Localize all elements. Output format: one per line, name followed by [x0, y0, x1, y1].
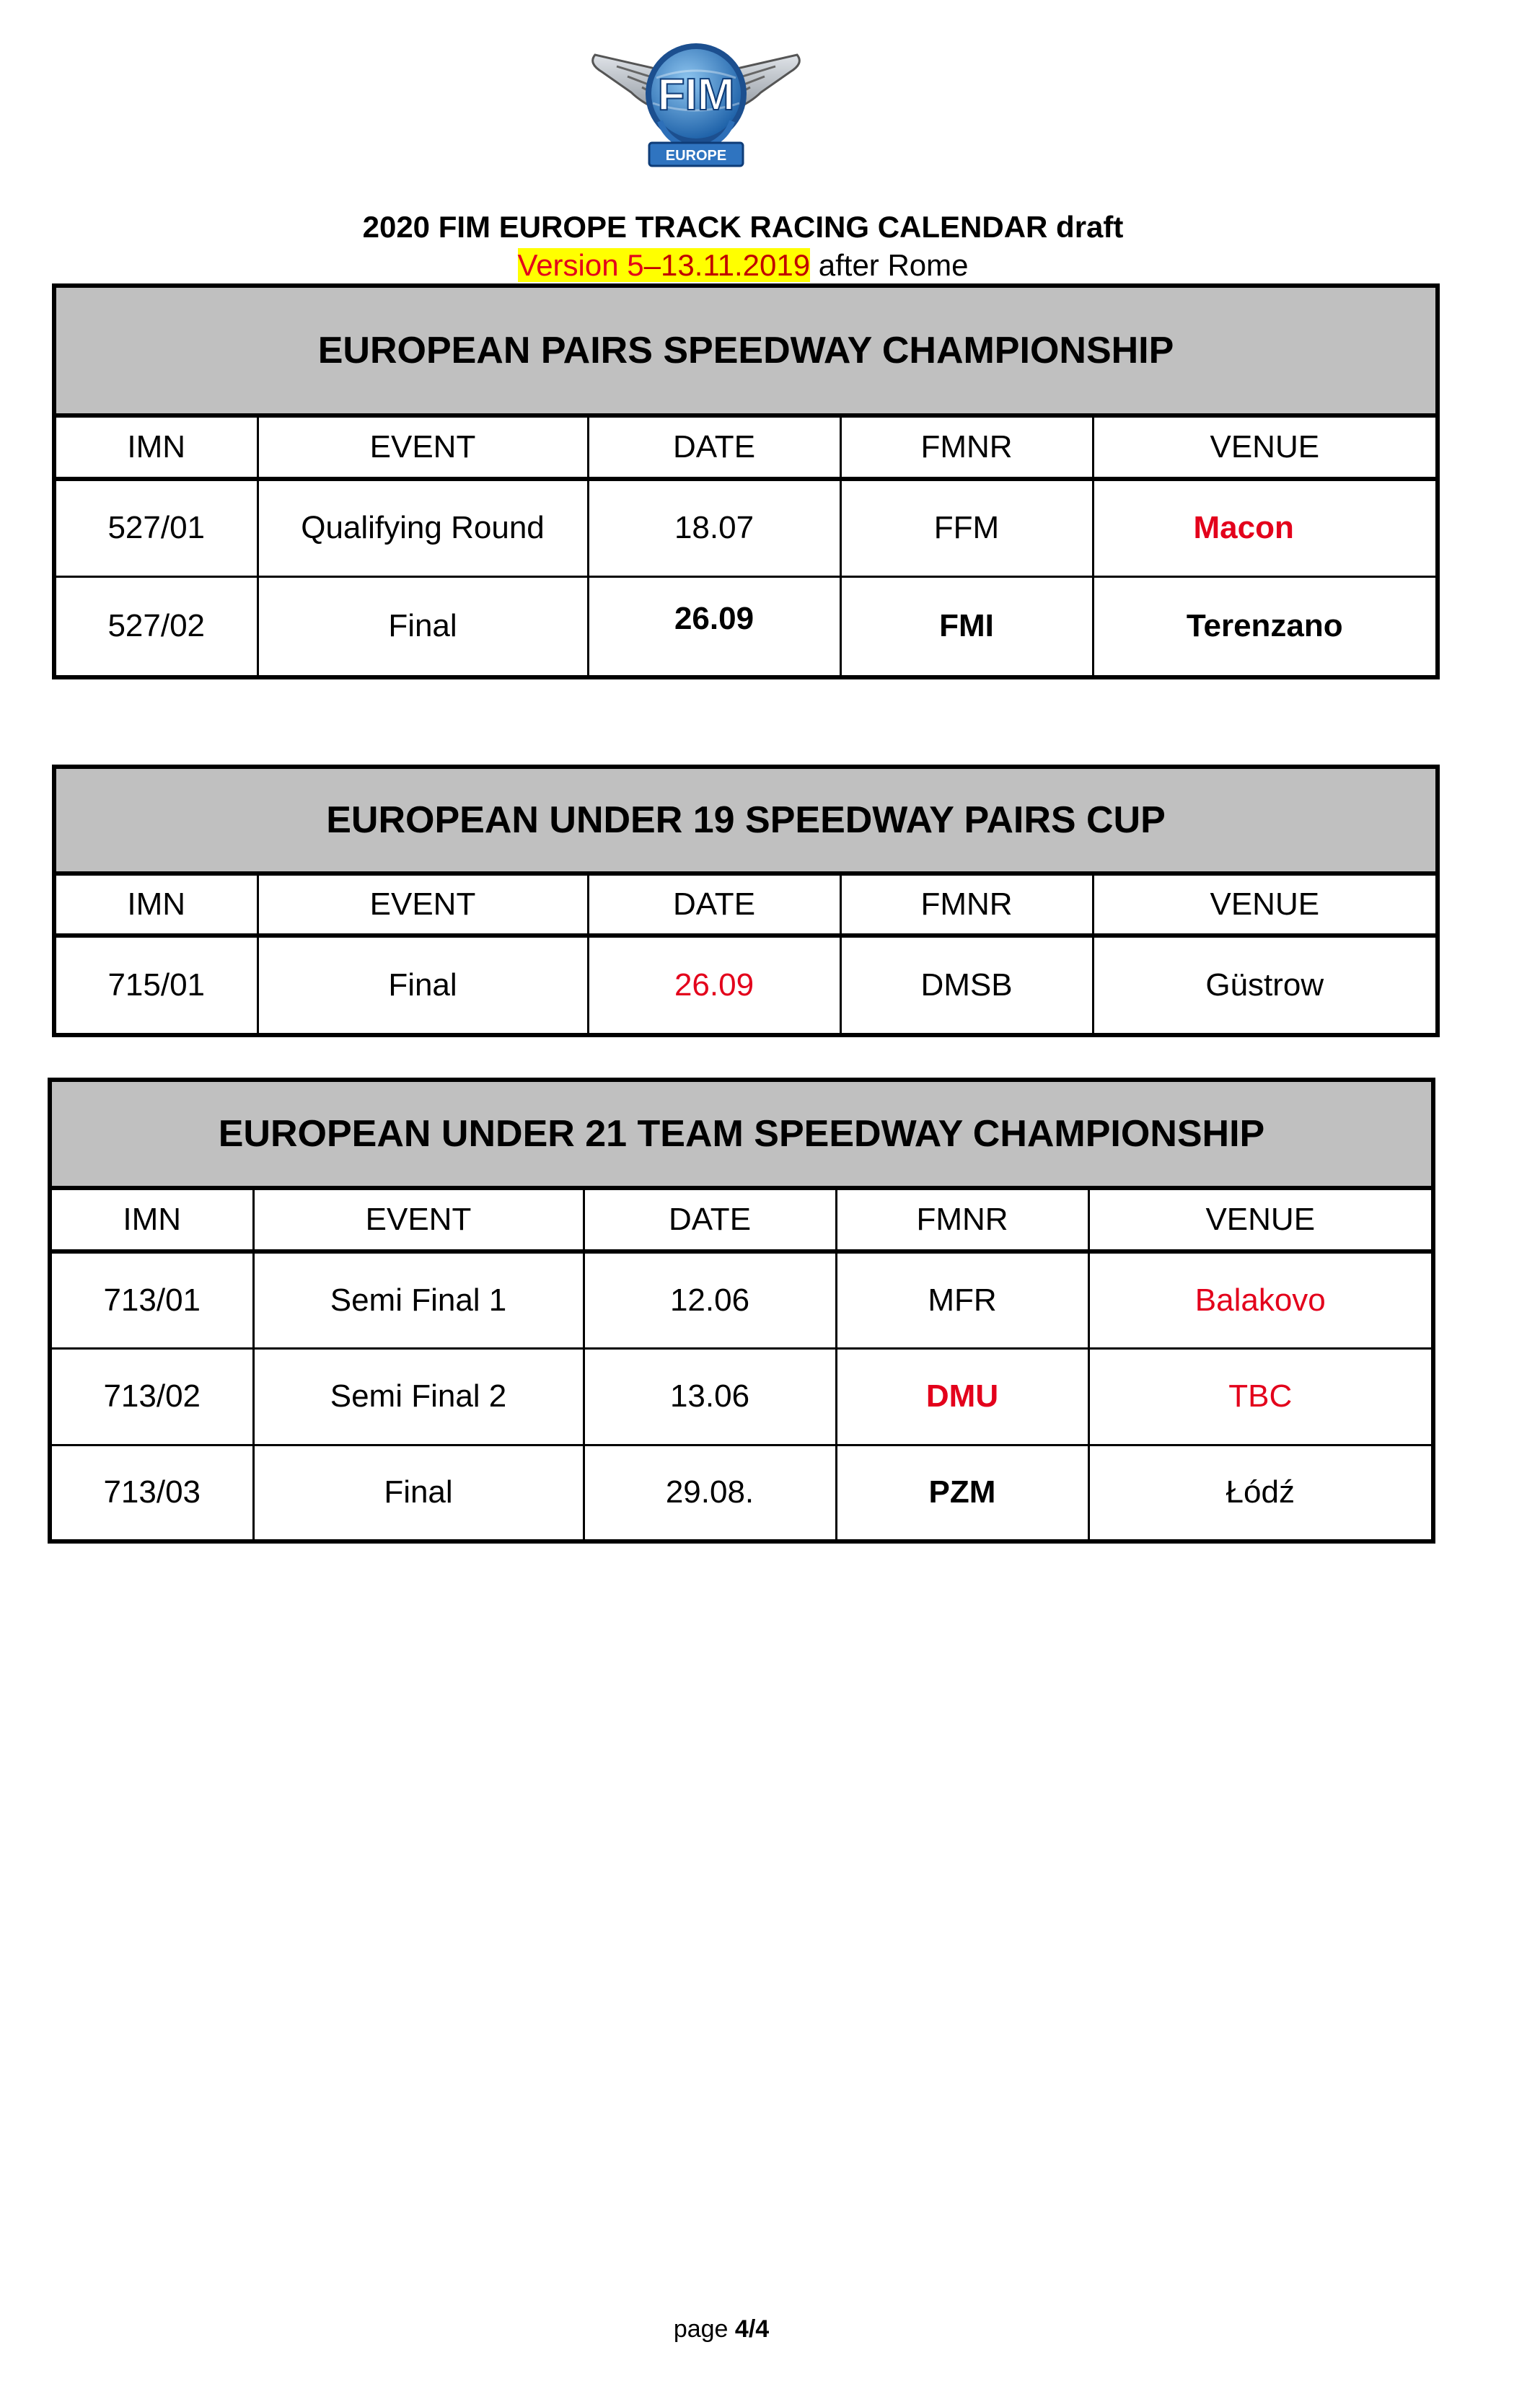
- col-event: EVENT: [258, 415, 588, 479]
- col-imn: IMN: [50, 1188, 253, 1251]
- col-date: DATE: [588, 873, 840, 936]
- cell-imn: 527/01: [54, 479, 258, 576]
- european-pairs-table: [52, 283, 1440, 679]
- cell-fmnr: DMU: [836, 1348, 1088, 1445]
- col-event: EVENT: [253, 1188, 584, 1251]
- col-date: DATE: [584, 1188, 836, 1251]
- cell-imn: 713/03: [50, 1445, 253, 1541]
- cell-imn: 715/01: [54, 936, 258, 1035]
- cell-imn: 713/01: [50, 1251, 253, 1348]
- table-title: EUROPEAN UNDER 19 SPEEDWAY PAIRS CUP: [54, 767, 1438, 873]
- page-prefix: page: [673, 2315, 735, 2343]
- cell-date: 12.06: [584, 1251, 836, 1348]
- table-row: [50, 1445, 1433, 1541]
- cell-event: Semi Final 1: [253, 1251, 584, 1348]
- svg-text:EUROPE: EUROPE: [665, 148, 727, 164]
- cell-date: 29.08.: [584, 1445, 836, 1541]
- table-row: [54, 479, 1438, 576]
- european-u19-pairs-table: [52, 765, 1440, 1037]
- version-note: after Rome: [810, 248, 969, 282]
- cell-venue: [1093, 479, 1438, 576]
- cell-event: Final: [258, 576, 588, 677]
- cell-venue: Łódź: [1088, 1445, 1433, 1541]
- cell-fmnr: MFR: [836, 1251, 1088, 1348]
- cell-event: Semi Final 2: [253, 1348, 584, 1445]
- table-title: EUROPEAN PAIRS SPEEDWAY CHAMPIONSHIP: [54, 286, 1438, 415]
- fim-europe-logo: [588, 35, 804, 172]
- cell-imn: 527/02: [54, 576, 258, 677]
- cell-venue: Balakovo: [1088, 1251, 1433, 1348]
- document-title: 2020 FIM EUROPE TRACK RACING CALENDAR draft: [362, 210, 1124, 244]
- cell-date: [588, 576, 840, 677]
- page-footer: [0, 2315, 1443, 2343]
- col-fmnr: FMNR: [840, 873, 1093, 936]
- table-title: EUROPEAN UNDER 21 TEAM SPEEDWAY CHAMPIONSHIP: [50, 1080, 1433, 1188]
- svg-text:FIM: FIM: [657, 70, 735, 120]
- cell-imn: 713/02: [50, 1348, 253, 1445]
- cell-date: 26.09: [588, 936, 840, 1035]
- table-row: [54, 936, 1438, 1035]
- col-fmnr: FMNR: [840, 415, 1093, 479]
- page-number: 4/4: [734, 2315, 770, 2343]
- col-imn: IMN: [54, 873, 258, 936]
- col-venue: VENUE: [1088, 1188, 1433, 1251]
- cell-venue: TBC: [1088, 1348, 1433, 1445]
- cell-fmnr: FFM: [840, 479, 1093, 576]
- cell-date: 13.06: [584, 1348, 836, 1445]
- cell-event: Qualifying Round: [258, 479, 588, 576]
- cell-event: Final: [253, 1445, 584, 1541]
- date-text: 26.09: [674, 601, 754, 637]
- col-venue: VENUE: [1093, 415, 1438, 479]
- venue-text: Macon: [1193, 510, 1294, 546]
- table-row: [50, 1251, 1433, 1348]
- cell-fmnr: PZM: [836, 1445, 1088, 1541]
- col-event: EVENT: [258, 873, 588, 936]
- cell-date: 18.07: [588, 479, 840, 576]
- cell-venue: Güstrow: [1093, 936, 1438, 1035]
- cell-venue: Terenzano: [1093, 576, 1438, 677]
- col-fmnr: FMNR: [836, 1188, 1088, 1251]
- cell-fmnr: DMSB: [840, 936, 1093, 1035]
- version-line: [0, 248, 1486, 283]
- cell-event: Final: [258, 936, 588, 1035]
- european-u21-team-table: [48, 1078, 1435, 1544]
- col-imn: IMN: [54, 415, 258, 479]
- version-date: –13.11.2019: [643, 248, 811, 282]
- cell-fmnr: FMI: [840, 576, 1093, 677]
- table-row: [50, 1348, 1433, 1445]
- col-venue: VENUE: [1093, 873, 1438, 936]
- version-label: Version 5: [517, 248, 644, 282]
- table-row: [54, 576, 1438, 677]
- col-date: DATE: [588, 415, 840, 479]
